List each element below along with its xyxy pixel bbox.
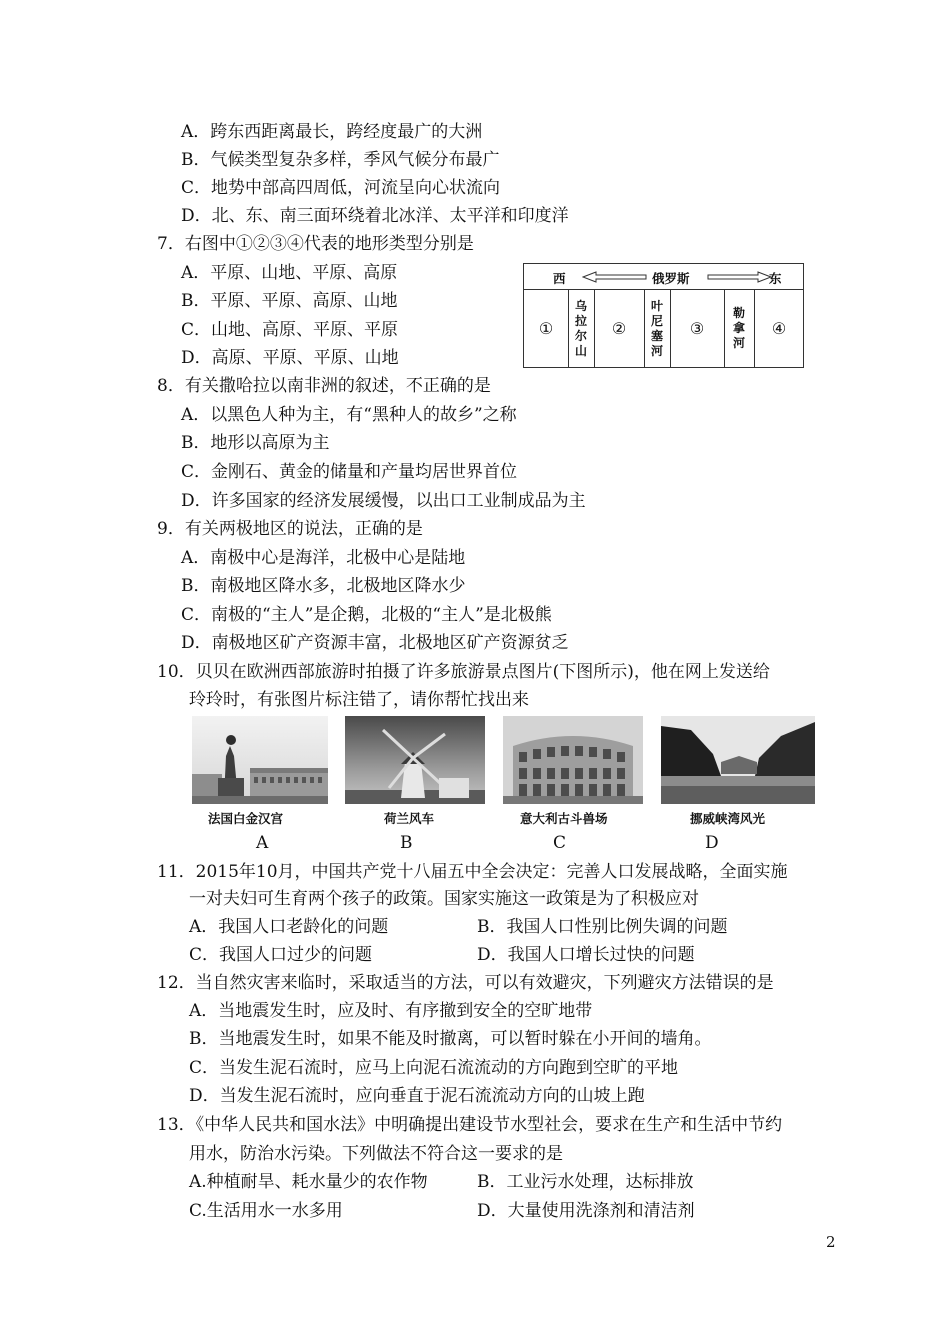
arrow-left-icon	[582, 271, 648, 283]
page-number: 2	[826, 1233, 836, 1251]
q12-option-d: D．当发生泥石流时，应向垂直于泥石流流动方向的山坡上跑	[189, 1086, 645, 1106]
q7-option-a: A．平原、山地、平原、高原	[181, 263, 398, 283]
q8-option-c: C．金刚石、黄金的储量和产量均居世界首位	[181, 462, 518, 482]
terrain-2: ②	[611, 319, 627, 338]
char: 乌	[574, 298, 587, 313]
caption-d: 挪威峡湾风光	[690, 811, 766, 826]
photo-letter-d: D	[705, 833, 719, 853]
q7-stem: 7．右图中①②③④代表的地形类型分别是	[157, 234, 474, 254]
q7-option-c: C．山地、高原、平原、平原	[181, 320, 399, 340]
q12-stem: 12．当自然灾害来临时，采取适当的方法，可以有效避灾，下列避灾方法错误的是	[157, 973, 774, 993]
char: 塞	[650, 328, 663, 343]
q9-option-b: B．南极地区降水多，北极地区降水少	[181, 576, 466, 596]
photo-windmill	[345, 716, 485, 804]
q7-option-b: B．平原、平原、高原、山地	[181, 291, 398, 311]
q6-option-c: C．地势中部高四周低，河流呈向心状流向	[181, 178, 501, 198]
photo-palace	[192, 716, 328, 804]
q10-stem-line1: 10．贝贝在欧洲西部旅游时拍摄了许多旅游景点图片(下图所示)，他在网上发送给	[157, 662, 770, 682]
char: 尼	[650, 313, 663, 328]
photo-letter-b: B	[400, 833, 413, 853]
q13-option-d: D．大量使用洗涤剂和清洁剂	[477, 1201, 695, 1221]
q9-option-c: C．南极的“主人”是企鹅，北极的“主人”是北极熊	[181, 605, 552, 625]
q6-option-b: B．气候类型复杂多样，季风气候分布最广	[181, 150, 500, 170]
q11-option-d: D．我国人口增长过快的问题	[477, 945, 695, 965]
char: 拉	[574, 313, 587, 328]
q11-option-a: A．我国人口老龄化的问题	[189, 917, 389, 937]
yenisei-river-label	[644, 289, 670, 368]
photo-colosseum	[503, 716, 643, 804]
char: 叶	[650, 298, 663, 313]
q9-option-d: D．南极地区矿产资源丰富，北极地区矿产资源贫乏	[181, 633, 569, 653]
q11-stem-line1: 11．2015年10月，中国共产党十八届五中全会决定：完善人口发展战略，全面实施	[157, 862, 788, 882]
q9-option-a: A．南极中心是海洋，北极中心是陆地	[181, 548, 466, 568]
diagram-title: 俄罗斯	[652, 271, 690, 286]
photo-letter-c: C	[553, 833, 567, 853]
char: 拿	[732, 321, 745, 335]
char: 尔	[574, 328, 587, 343]
caption-c: 意大利古斗兽场	[520, 811, 608, 826]
q13-option-b: B．工业污水处理，达标排放	[477, 1172, 694, 1192]
photo-letter-a: A	[256, 833, 269, 853]
q9-stem: 9．有关两极地区的说法，正确的是	[157, 519, 423, 539]
photo-fjord	[661, 716, 815, 804]
terrain-3: ③	[689, 319, 705, 338]
ural-mountains-label	[568, 289, 594, 368]
char: 河	[732, 336, 745, 350]
q8-option-a: A．以黑色人种为主，有“黑种人的故乡”之称	[181, 405, 517, 425]
char: 勒	[732, 306, 745, 320]
q12-option-b: B．当地震发生时，如果不能及时撤离，可以暂时躲在小开间的墙角。	[189, 1029, 712, 1049]
q11-option-c: C．我国人口过少的问题	[189, 945, 373, 965]
q10-stem-line2: 玲玲时，有张图片标注错了，请你帮忙找出来	[189, 690, 529, 710]
q12-option-a: A．当地震发生时，应及时、有序撤到安全的空旷地带	[189, 1001, 593, 1021]
q13-stem-line1: 13．《中华人民共和国水法》中明确提出建设节水型社会，要求在生产和生活中节约	[157, 1115, 783, 1135]
q12-option-c: C．当发生泥石流时，应马上向泥石流流动的方向跑到空旷的平地	[189, 1058, 679, 1078]
terrain-4: ④	[771, 319, 787, 338]
lena-river-label	[724, 289, 754, 368]
q11-stem-line2: 一对夫妇可生育两个孩子的政策。国家实施这一政策是为了积极应对	[189, 889, 699, 909]
q6-option-a: A．跨东西距离最长，跨经度最广的大洲	[181, 122, 483, 142]
terrain-1: ①	[538, 319, 554, 338]
q8-stem: 8．有关撒哈拉以南非洲的叙述，不正确的是	[157, 376, 491, 396]
q8-option-b: B．地形以高原为主	[181, 433, 330, 453]
q6-option-d: D．北、东、南三面环绕着北冰洋、太平洋和印度洋	[181, 206, 569, 226]
q13-option-c: C.生活用水一水多用	[189, 1201, 343, 1221]
diagram-header	[524, 264, 803, 290]
q11-option-b: B．我国人口性别比例失调的问题	[477, 917, 728, 937]
diagram-west-label: 西	[553, 271, 566, 286]
russia-terrain-diagram	[523, 263, 804, 368]
q13-option-a: A.种植耐旱、耗水量少的农作物	[189, 1172, 428, 1192]
char: 河	[650, 343, 663, 358]
q7-option-d: D．高原、平原、平原、山地	[181, 348, 399, 368]
arrow-right-icon	[706, 271, 772, 283]
caption-b: 荷兰风车	[384, 811, 435, 826]
caption-a: 法国白金汉宫	[208, 811, 284, 826]
q13-stem-line2: 用水，防治水污染。下列做法不符合这一要求的是	[189, 1144, 563, 1164]
char: 山	[574, 343, 587, 358]
diagram-east-label: 东	[769, 271, 782, 286]
q8-option-d: D．许多国家的经济发展缓慢，以出口工业制成品为主	[181, 491, 586, 511]
